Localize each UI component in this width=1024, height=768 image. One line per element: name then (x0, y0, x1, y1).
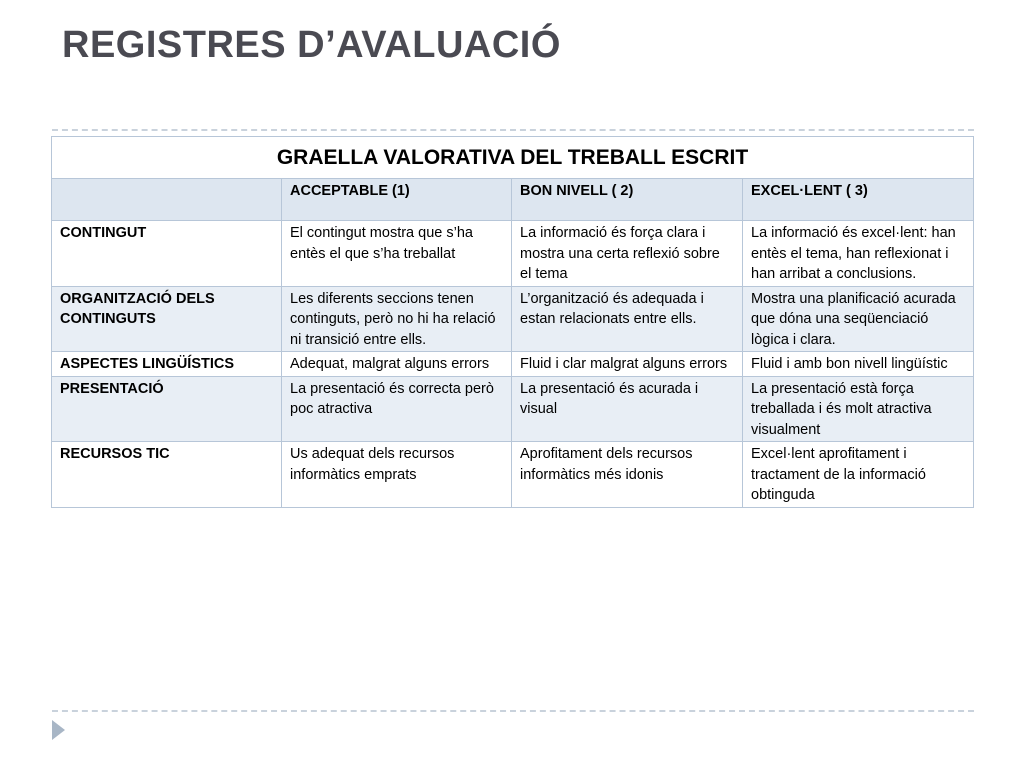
table-cell: Fluid i clar malgrat alguns errors (512, 352, 743, 377)
table-cell: Fluid i amb bon nivell lingüístic (743, 352, 974, 377)
table-cell: Excel·lent aprofitament i tractament de la informació obtinguda (743, 442, 974, 508)
table-cell: L’organització és adequada i estan relacionats entre ells. (512, 286, 743, 352)
table-row (52, 442, 974, 508)
table-cell: La informació és excel·lent: han entès el tema, han reflexionat i han arribat a conclusions. (743, 221, 974, 287)
table-cell: Adequat, malgrat alguns errors (282, 352, 512, 377)
top-divider (52, 129, 974, 131)
table-row (52, 352, 974, 377)
table-cell: Us adequat dels recursos informàtics emprats (282, 442, 512, 508)
row-criterion: PRESENTACIÓ (52, 376, 282, 442)
evaluation-grid (51, 136, 973, 508)
table-row (52, 376, 974, 442)
grid-title: GRAELLA VALORATIVA DEL TREBALL ESCRIT (52, 137, 974, 179)
column-header-criterion (52, 179, 282, 221)
row-criterion: ASPECTES LINGÜÍSTICS (52, 352, 282, 377)
column-header-excellent: EXCEL·LENT ( 3) (743, 179, 974, 221)
table-cell: La presentació és correcta però poc atractiva (282, 376, 512, 442)
table-row (52, 286, 974, 352)
table-cell: La presentació és acurada i visual (512, 376, 743, 442)
row-criterion: CONTINGUT (52, 221, 282, 287)
table-row (52, 221, 974, 287)
row-criterion: RECURSOS TIC (52, 442, 282, 508)
slide-title: REGISTRES D’AVALUACIÓ (62, 24, 561, 66)
table-cell: Aprofitament dels recursos informàtics més idonis (512, 442, 743, 508)
table-cell: El contingut mostra que s’ha entès el que s’ha treballat (282, 221, 512, 287)
triangle-bullet-icon (52, 720, 65, 740)
evaluation-table (51, 136, 974, 508)
header-row (52, 179, 974, 221)
column-header-acceptable: ACCEPTABLE (1) (282, 179, 512, 221)
table-cell: La informació és força clara i mostra una certa reflexió sobre el tema (512, 221, 743, 287)
column-header-bon-nivell: BON NIVELL ( 2) (512, 179, 743, 221)
row-criterion: ORGANITZACIÓ DELS CONTINGUTS (52, 286, 282, 352)
table-cell: Mostra una planificació acurada que dóna una seqüenciació lògica i clara. (743, 286, 974, 352)
bottom-divider (52, 710, 974, 712)
table-cell: La presentació està força treballada i és molt atractiva visualment (743, 376, 974, 442)
table-cell: Les diferents seccions tenen continguts, però no hi ha relació ni transició entre ells. (282, 286, 512, 352)
